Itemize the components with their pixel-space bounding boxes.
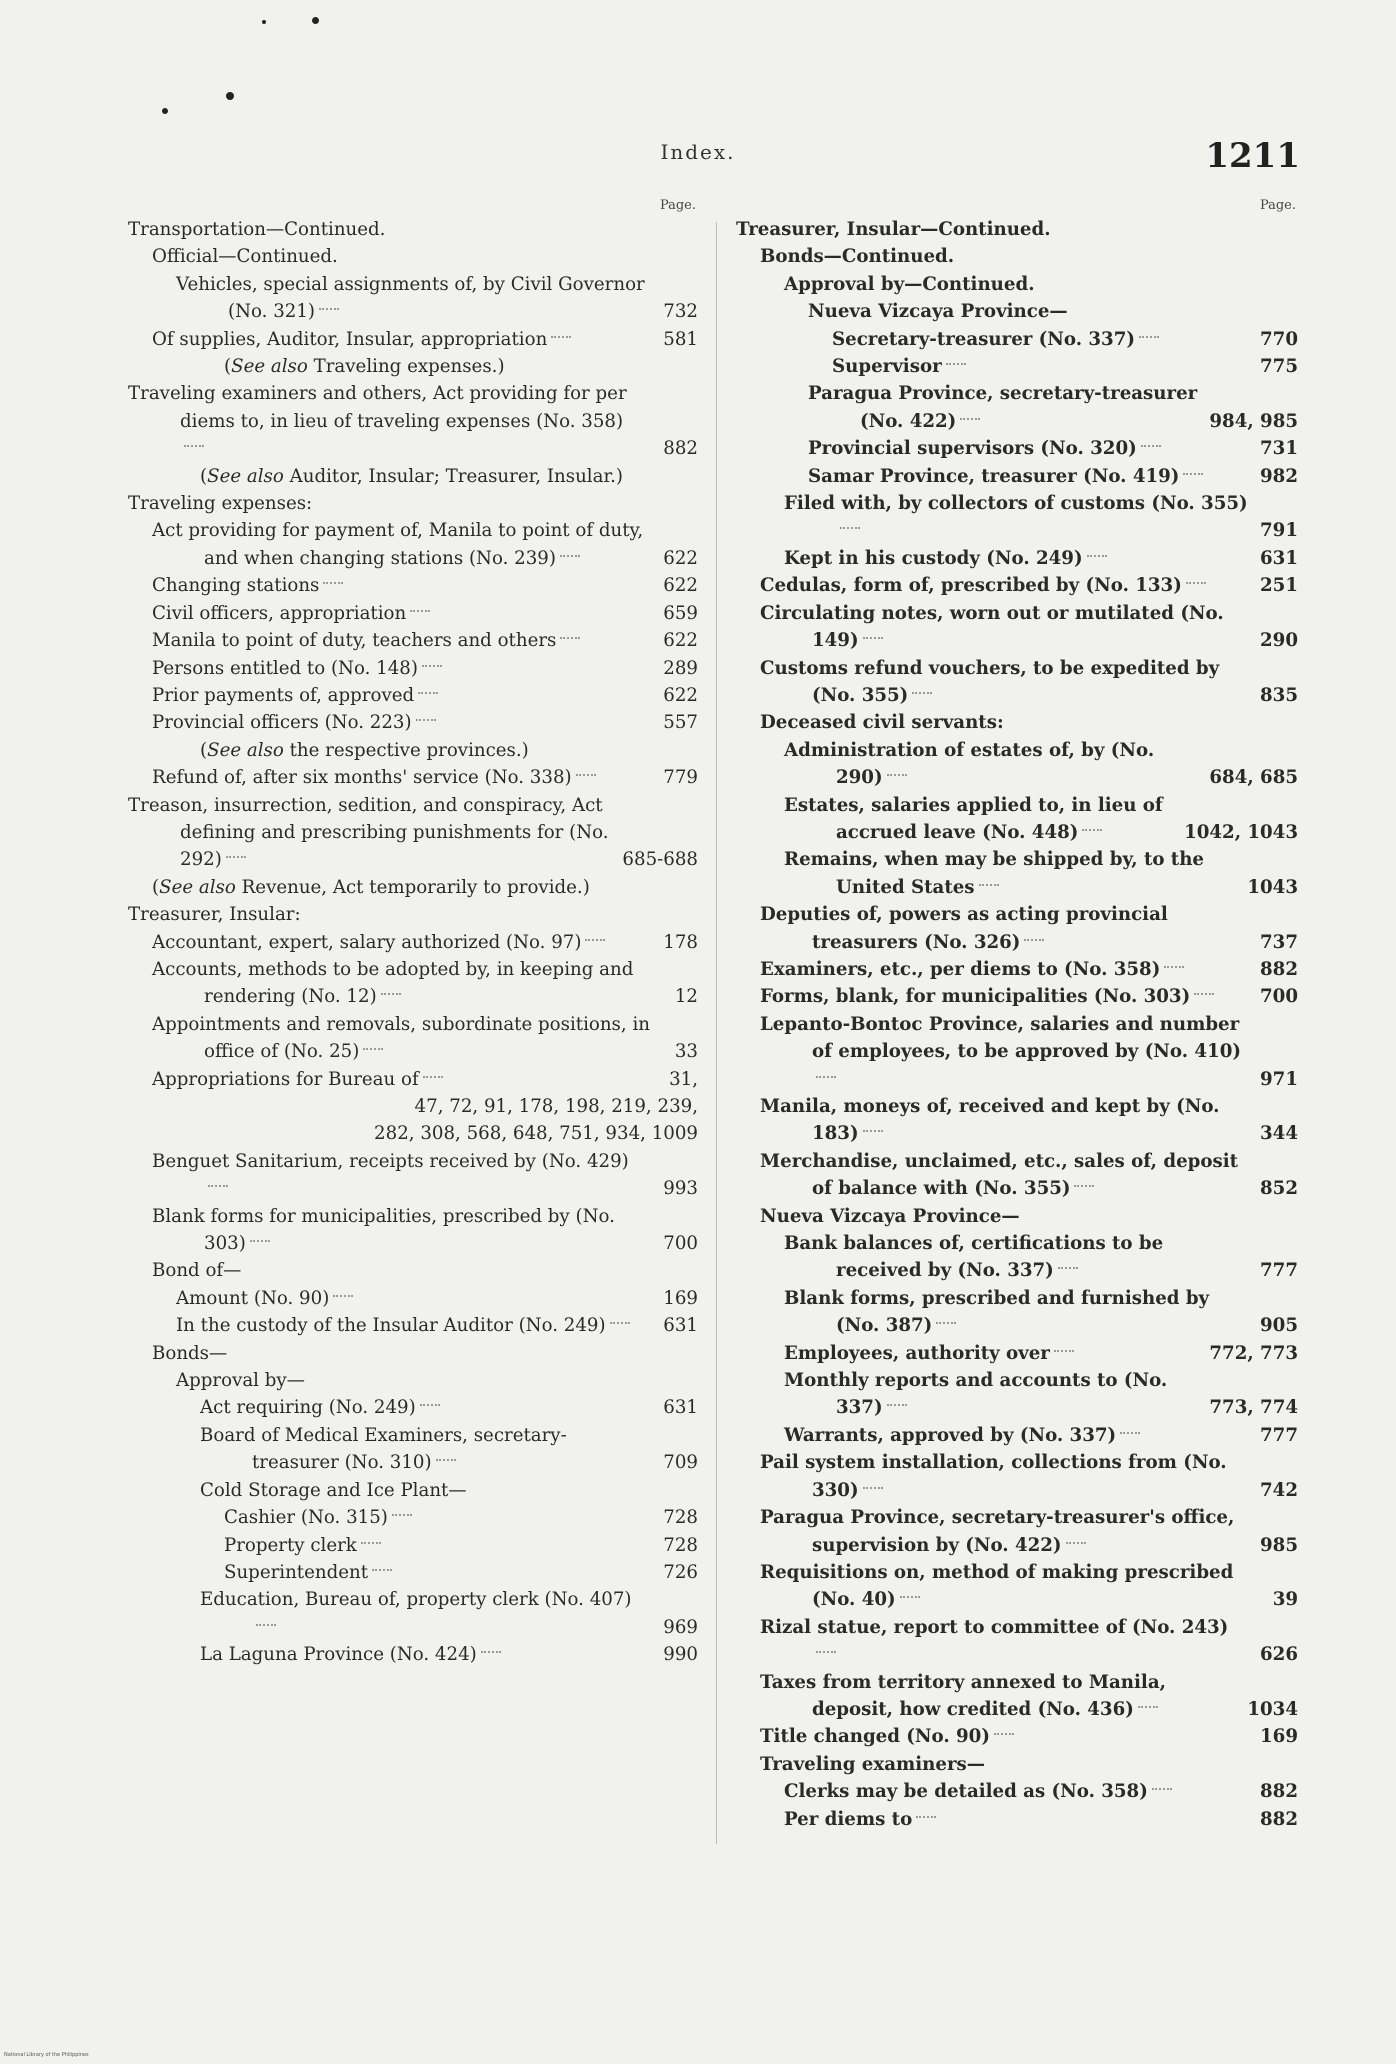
column-divider: [716, 222, 717, 1844]
page-reference: 1042, 1043: [1184, 821, 1298, 843]
index-entry: [128, 1586, 698, 1641]
page-reference: 1043: [1247, 876, 1298, 898]
index-entry: [736, 1778, 1298, 1805]
entry-text: Estates, salaries applied to, in lieu of accrued leave (No. 448): [784, 794, 1163, 843]
page-reference: 742: [1260, 1479, 1298, 1501]
index-entry: [736, 846, 1298, 901]
entry-text: Benguet Sanitarium, receipts received by (No. 429): [152, 1150, 629, 1172]
entry-text: Provincial supervisors (No. 320): [808, 438, 1137, 460]
index-entry: [736, 271, 1298, 298]
dot-leader: [1087, 555, 1107, 557]
ink-speck: [312, 17, 319, 24]
page-reference: 882: [1260, 958, 1298, 980]
dot-leader: [900, 1596, 920, 1598]
entry-text: Monthly reports and accounts to (No. 337): [784, 1370, 1168, 1419]
page-reference: 631: [663, 1315, 698, 1337]
index-entry: [128, 243, 698, 270]
index-entry: [128, 709, 698, 736]
entry-text: Board of Medical Examiners, secretary-treasurer (No. 310): [200, 1424, 567, 1474]
page-reference: 290: [1260, 630, 1298, 652]
entry-text: Manila, moneys of, received and kept by (No. 183): [760, 1096, 1220, 1145]
dot-leader: [416, 719, 436, 721]
dot-leader: [323, 582, 343, 584]
index-entry: [736, 1751, 1298, 1778]
entry-text: Civil officers, appropriation: [152, 602, 407, 624]
entry-text: Examiners, etc., per diems to (No. 358): [760, 958, 1161, 980]
page-title: Index.: [660, 140, 736, 164]
index-entry: [736, 709, 1298, 736]
index-entry: [736, 298, 1298, 325]
dot-leader: [1054, 1350, 1074, 1352]
entry-text: Lepanto-Bontoc Province, salaries and number of employees, to be approved by (No. 410): [760, 1013, 1241, 1063]
entry-text: Superintendent: [224, 1561, 369, 1583]
dot-leader: [422, 665, 442, 667]
dot-leader: [887, 774, 907, 776]
entry-text: Supervisor: [832, 356, 942, 378]
dot-leader: [208, 1185, 228, 1187]
index-entry: [736, 1011, 1298, 1093]
dot-leader: [560, 637, 580, 639]
index-entry: [128, 737, 698, 764]
index-entry: [736, 1806, 1298, 1833]
ink-speck: [262, 20, 266, 24]
index-entry: [128, 1477, 698, 1504]
index-entry: [736, 1367, 1298, 1422]
dot-leader: [936, 1322, 956, 1324]
page-reference: 882: [1260, 1808, 1298, 1830]
entry-text: (See also Revenue, Act temporarily to provide.): [152, 876, 590, 898]
page-reference: 984, 985: [1209, 410, 1298, 432]
page-column-heading: Page.: [1259, 198, 1296, 213]
dot-leader: [816, 1651, 836, 1653]
index-entry: [128, 600, 698, 627]
dot-leader: [1138, 1706, 1158, 1708]
dot-leader: [946, 363, 966, 365]
page-reference: 882: [663, 438, 698, 460]
dot-leader: [361, 1542, 381, 1544]
index-entry: [128, 1394, 698, 1421]
entry-text: In the custody of the Insular Auditor (No. 249): [176, 1315, 606, 1337]
page-reference: 659: [663, 602, 698, 624]
index-entry: [736, 1614, 1298, 1669]
entry-text: Administration of estates of, by (No. 290): [784, 739, 1155, 789]
entry-text: Warrants, approved by (No. 337): [784, 1424, 1117, 1446]
index-entry: [736, 490, 1298, 545]
dot-leader: [1186, 582, 1206, 584]
entry-text: Traveling expenses:: [128, 493, 313, 515]
index-entry: [128, 572, 698, 599]
page-reference: 731: [1260, 438, 1298, 460]
dot-leader: [610, 1322, 630, 1324]
index-entry: [736, 1422, 1298, 1449]
page-number: 1211: [1205, 136, 1300, 176]
index-entry: [736, 1203, 1298, 1230]
entry-text: Treasurer, Insular—Continued.: [736, 219, 1051, 240]
page-reference: 791: [1260, 520, 1298, 542]
dot-leader: [887, 1404, 907, 1406]
entry-text: Traveling examiners—: [760, 1753, 985, 1775]
index-entry: [128, 901, 698, 928]
dot-leader: [420, 1404, 440, 1406]
entry-text: Customs refund vouchers, to be expedited by (No. 355): [760, 657, 1220, 706]
index-entry: [128, 1285, 698, 1312]
page-reference: 728: [663, 1534, 698, 1556]
dot-leader: [1194, 993, 1214, 995]
entry-text: Cedulas, form of, prescribed by (No. 133): [760, 575, 1182, 597]
dot-leader: [226, 856, 246, 858]
entry-text: Clerks may be detailed as (No. 358): [784, 1781, 1148, 1803]
ink-speck: [162, 108, 168, 114]
entry-text: Treason, insurrection, sedition, and conspiracy, Act defining and prescribing punishments for (No. 292): [128, 794, 609, 871]
dot-leader: [576, 774, 596, 776]
page-reference: 728: [663, 1507, 698, 1529]
dot-leader: [1139, 336, 1159, 338]
entry-text: Samar Province, treasurer (No. 419): [808, 465, 1180, 487]
page-reference: 622: [663, 630, 698, 652]
page-reference: 33: [674, 1041, 698, 1063]
dot-leader: [840, 527, 860, 529]
page-reference: 737: [1260, 931, 1298, 953]
entry-text: Bond of—: [152, 1260, 242, 1282]
dot-leader: [863, 1130, 883, 1132]
index-entry: [736, 655, 1298, 710]
entry-text: Circulating notes, worn out or mutilated (No. 149): [760, 602, 1224, 652]
entry-text: Title changed (No. 90): [760, 1726, 990, 1748]
dot-leader: [863, 637, 883, 639]
entry-text: Manila to point of duty, teachers and others: [152, 630, 557, 652]
entry-text: Per diems to: [784, 1808, 913, 1830]
entry-text: Appropriations for Bureau of: [152, 1068, 419, 1090]
entry-text: Treasurer, Insular:: [128, 904, 301, 926]
dot-leader: [250, 1240, 270, 1242]
page-reference: 985: [1260, 1534, 1298, 1556]
dot-leader: [1058, 1267, 1078, 1269]
page-reference: 169: [1260, 1726, 1298, 1748]
entry-text: Paragua Province, secretary-treasurer (No. 422): [808, 383, 1198, 432]
index-entry: [736, 1559, 1298, 1614]
dot-leader: [816, 1076, 836, 1078]
index-entry: [128, 1011, 698, 1066]
page-reference: 990: [663, 1644, 698, 1666]
index-entry: [736, 243, 1298, 270]
index-column-right: [736, 198, 1298, 1833]
index-entry: [736, 545, 1298, 572]
entry-text: La Laguna Province (No. 424): [200, 1644, 477, 1666]
entry-text: Remains, when may be shipped by, to the United States: [784, 849, 1204, 898]
page-reference: 12: [674, 986, 698, 1008]
dot-leader: [1183, 473, 1203, 475]
page-reference: 905: [1260, 1315, 1298, 1337]
entry-text: Education, Bureau of, property clerk (No. 407): [200, 1589, 632, 1611]
index-entry: [128, 1066, 698, 1093]
dot-leader: [1164, 966, 1184, 968]
entry-text: Refund of, after six months' service (No. 338): [152, 767, 572, 789]
page-reference: 282, 308, 568, 648, 751, 934, 1009: [374, 1123, 698, 1145]
index-entry: [128, 929, 698, 956]
dot-leader: [979, 884, 999, 886]
page-reference: 852: [1260, 1178, 1298, 1200]
page-reference: 684, 685: [1209, 767, 1298, 789]
entry-text: Of supplies, Auditor, Insular, appropriation: [152, 328, 548, 350]
dot-leader: [1120, 1432, 1140, 1434]
dot-leader: [585, 939, 605, 941]
dot-leader: [184, 445, 204, 447]
dot-leader: [1024, 939, 1044, 941]
page-reference: 31,: [669, 1068, 698, 1090]
index-entry: [128, 764, 698, 791]
entry-text: Act requiring (No. 249): [200, 1397, 416, 1419]
page-reference: 581: [663, 328, 698, 350]
index-entry: [736, 326, 1298, 353]
page-reference: 993: [663, 1178, 698, 1200]
page-reference: 772, 773: [1209, 1342, 1298, 1364]
entry-text: (See also the respective provinces.): [200, 739, 529, 761]
index-entry: [128, 956, 698, 1011]
index-entry: [736, 216, 1298, 243]
index-entry: [736, 435, 1298, 462]
index-entry: [128, 216, 698, 243]
index-entry: [128, 326, 698, 353]
index-entry: [128, 517, 698, 572]
dot-leader: [436, 1459, 456, 1461]
entry-text: Official—Continued.: [152, 246, 338, 268]
index-entry: [128, 655, 698, 682]
index-entry: [128, 353, 698, 380]
entry-text: Pail system installation, collections from (No. 330): [760, 1452, 1227, 1501]
index-entry: [736, 1449, 1298, 1504]
entry-text: Cashier (No. 315): [224, 1507, 388, 1529]
entry-text: Traveling examiners and others, Act providing for per diems to, in lieu of traveling expenses (No. 358): [128, 383, 627, 432]
page-reference: 685-688: [622, 849, 698, 871]
page-reference: 777: [1260, 1260, 1298, 1282]
page-reference: 289: [663, 657, 698, 679]
index-entry: [128, 1532, 698, 1559]
entry-text: Filed with, by collectors of customs (No. 355): [784, 493, 1248, 515]
entry-text: Deceased civil servants:: [760, 712, 1004, 734]
dot-leader: [418, 692, 438, 694]
index-entry: [736, 1669, 1298, 1724]
footer-note: National Library of the Philippines: [4, 2052, 89, 2058]
dot-leader: [363, 1048, 383, 1050]
entry-text: Provincial officers (No. 223): [152, 712, 412, 734]
dot-leader: [960, 418, 980, 420]
entry-text: Taxes from territory annexed to Manila, deposit, how credited (No. 436): [760, 1671, 1166, 1720]
index-entry: [736, 463, 1298, 490]
index-entry: [736, 1340, 1298, 1367]
dot-leader: [1066, 1542, 1086, 1544]
dot-leader: [994, 1733, 1014, 1735]
page-reference: 773, 774: [1209, 1397, 1298, 1419]
entry-text: Blank forms for municipalities, prescribed by (No. 303): [152, 1205, 615, 1255]
index-entry: [736, 983, 1298, 1010]
dot-leader: [372, 1569, 392, 1571]
index-entry: [128, 1340, 698, 1367]
entry-text: Cold Storage and Ice Plant—: [200, 1479, 467, 1501]
entry-text: Kept in his custody (No. 249): [784, 547, 1083, 569]
index-entry: [128, 1422, 698, 1477]
index-entry: [128, 271, 698, 326]
entry-text: Nueva Vizcaya Province—: [808, 301, 1068, 323]
entry-text: Deputies of, powers as acting provincial treasurers (No. 326): [760, 904, 1168, 953]
page-reference: 777: [1260, 1424, 1298, 1446]
entry-text: Bonds—: [152, 1342, 228, 1364]
index-entry: [128, 1559, 698, 1586]
entry-text: Blank forms, prescribed and furnished by (No. 387): [784, 1287, 1210, 1337]
index-entry: [736, 737, 1298, 792]
index-entry: [128, 1504, 698, 1531]
index-entry: [128, 380, 698, 462]
page-reference: 971: [1260, 1068, 1298, 1090]
ink-speck: [226, 92, 234, 100]
dot-leader: [410, 610, 430, 612]
page-reference: 169: [663, 1287, 698, 1309]
page-reference: 622: [663, 684, 698, 706]
dot-leader: [319, 308, 339, 310]
index-entry: [128, 1203, 698, 1258]
dot-leader: [863, 1487, 883, 1489]
entry-text: Accountant, expert, salary authorized (No. 97): [152, 931, 582, 953]
index-entry: [736, 1504, 1298, 1559]
entry-list: [128, 216, 698, 1669]
dot-leader: [333, 1295, 353, 1297]
index-entry: [736, 1148, 1298, 1203]
dot-leader: [551, 336, 571, 338]
entry-text: Appointments and removals, subordinate positions, in office of (No. 25): [152, 1013, 650, 1063]
page-reference: 726: [663, 1561, 698, 1583]
index-entry: [736, 956, 1298, 983]
dot-leader: [1082, 829, 1102, 831]
page-reference: 1034: [1247, 1698, 1298, 1720]
entry-text: Accounts, methods to be adopted by, in keeping and rendering (No. 12): [152, 958, 634, 1008]
index-entry: [128, 792, 698, 874]
page-reference: 622: [663, 547, 698, 569]
index-entry: [736, 1230, 1298, 1285]
page-reference: 631: [663, 1397, 698, 1419]
index-entry: [128, 1367, 698, 1394]
dot-leader: [1074, 1185, 1094, 1187]
index-entry: [128, 463, 698, 490]
page-reference: 622: [663, 575, 698, 597]
entry-text: Prior payments of, approved: [152, 684, 415, 706]
page-reference: 779: [663, 767, 698, 789]
dot-leader: [1141, 445, 1161, 447]
entry-text: Transportation—Continued.: [128, 219, 386, 240]
page-reference: 969: [663, 1616, 698, 1638]
page-reference: 626: [1260, 1644, 1298, 1666]
index-entry: [736, 792, 1298, 847]
index-entry-continuation: [128, 1120, 698, 1147]
index-entry: [128, 682, 698, 709]
entry-text: Property clerk: [224, 1534, 357, 1556]
index-entry: [128, 1148, 698, 1203]
page-reference: 835: [1260, 684, 1298, 706]
index-entry: [736, 901, 1298, 956]
page-reference: 732: [663, 301, 698, 323]
page-reference: 344: [1260, 1123, 1298, 1145]
entry-text: Bank balances of, certifications to be received by (No. 337): [784, 1233, 1164, 1282]
page-reference: 631: [1260, 547, 1298, 569]
index-entry: [128, 1641, 698, 1668]
dot-leader: [912, 692, 932, 694]
entry-text: (See also Auditor, Insular; Treasurer, Insular.): [200, 465, 624, 487]
page-reference: 882: [1260, 1781, 1298, 1803]
page-reference: 39: [1272, 1589, 1298, 1611]
index-entry: [736, 1285, 1298, 1340]
page-reference: 982: [1260, 465, 1298, 487]
dot-leader: [392, 1514, 412, 1516]
entry-text: Paragua Province, secretary-treasurer's office, supervision by (No. 422): [760, 1507, 1235, 1556]
page-column-heading: Page.: [659, 198, 696, 213]
index-entry: [736, 600, 1298, 655]
entry-text: Employees, authority over: [784, 1342, 1050, 1364]
entry-text: Merchandise, unclaimed, etc., sales of, deposit of balance with (No. 355): [760, 1150, 1239, 1200]
index-entry: [128, 627, 698, 654]
dot-leader: [560, 555, 580, 557]
dot-leader: [916, 1816, 936, 1818]
page-reference: 709: [663, 1452, 698, 1474]
dot-leader: [1152, 1788, 1172, 1790]
entry-text: Persons entitled to (No. 148): [152, 657, 418, 679]
entry-text: Requisitions on, method of making prescribed (No. 40): [760, 1561, 1234, 1611]
index-entry: [128, 1312, 698, 1339]
index-entry: [736, 1093, 1298, 1148]
entry-list: [736, 216, 1298, 1833]
index-entry: [736, 380, 1298, 435]
entry-text: Approval by—Continued.: [784, 273, 1035, 295]
index-entry: [736, 353, 1298, 380]
page-reference: 700: [1260, 986, 1298, 1008]
page-reference: 775: [1260, 356, 1298, 378]
dot-leader: [481, 1651, 501, 1653]
entry-text: Nueva Vizcaya Province—: [760, 1205, 1020, 1227]
entry-text: Bonds—Continued.: [760, 246, 955, 268]
index-entry-continuation: [128, 1093, 698, 1120]
page-reference: 770: [1260, 328, 1298, 350]
entry-text: Vehicles, special assignments of, by Civil Governor (No. 321): [176, 273, 645, 323]
entry-text: Changing stations: [152, 575, 320, 597]
entry-text: (See also Traveling expenses.): [224, 356, 505, 378]
entry-text: Amount (No. 90): [176, 1287, 330, 1309]
entry-text: Forms, blank, for municipalities (No. 303): [760, 986, 1191, 1008]
page-reference: 178: [663, 931, 698, 953]
index-entry: [128, 490, 698, 517]
page-reference: 251: [1260, 575, 1298, 597]
entry-text: Approval by—: [176, 1370, 305, 1392]
dot-leader: [381, 993, 401, 995]
entry-text: Rizal statue, report to committee of (No. 243): [760, 1616, 1229, 1638]
index-entry: [736, 1723, 1298, 1750]
dot-leader: [256, 1624, 276, 1626]
entry-text: Secretary-treasurer (No. 337): [832, 328, 1135, 350]
index-column-left: [128, 198, 698, 1669]
index-entry: [736, 572, 1298, 599]
index-entry: [128, 874, 698, 901]
page-reference: 557: [663, 712, 698, 734]
page-reference: 700: [663, 1233, 698, 1255]
index-entry: [128, 1257, 698, 1284]
entry-text: Act providing for payment of, Manila to point of duty, and when changing stations (No. 239): [152, 520, 644, 569]
dot-leader: [423, 1076, 443, 1078]
page-reference: 47, 72, 91, 178, 198, 219, 239,: [414, 1096, 698, 1117]
